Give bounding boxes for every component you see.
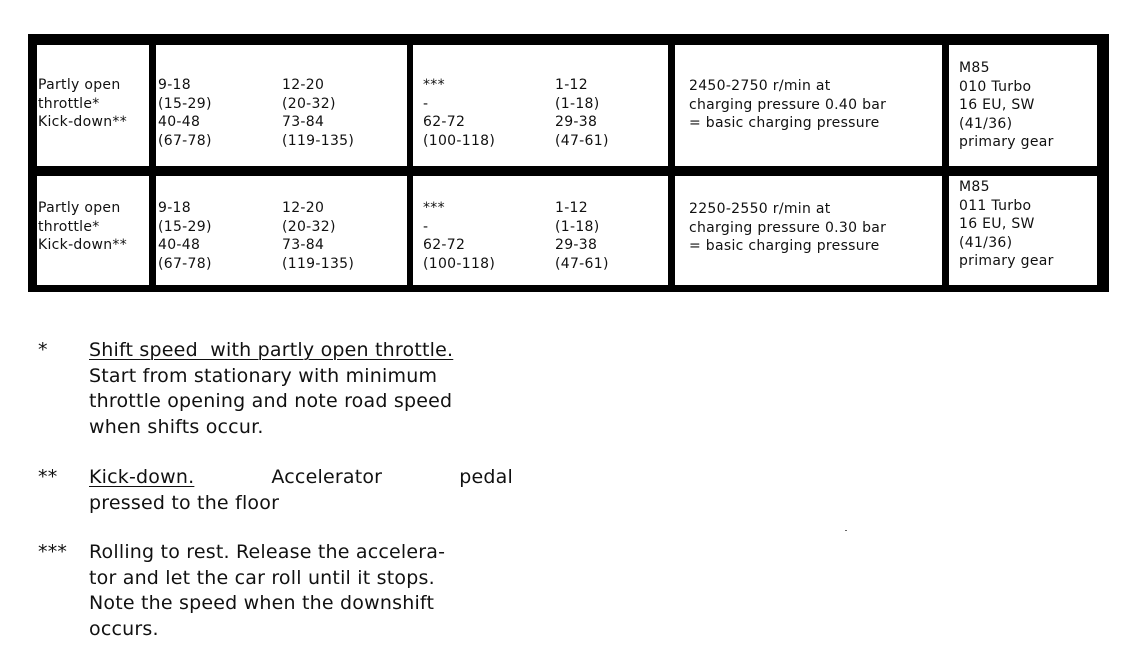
- model-line: 011 Turbo: [959, 197, 1032, 214]
- downshift-2-1-column: [555, 76, 665, 150]
- speed-value: 40-48: [158, 114, 201, 130]
- footnote-line: [89, 566, 513, 592]
- rpm-line: = basic charging pressure: [689, 115, 880, 131]
- condition-line: Partly open: [38, 77, 121, 93]
- model-line: 16 EU, SW: [959, 216, 1035, 232]
- footnote-line-text: Start from stationary with minimum: [89, 364, 438, 387]
- table-row: [28, 170, 1109, 292]
- rpm-line: charging pressure 0.40 bar: [689, 96, 887, 113]
- footnote-text: [89, 338, 513, 440]
- footnote-line-text: tor and let the car roll until it stops.: [89, 566, 435, 589]
- upshift-2-3-column: [282, 76, 402, 150]
- speed-value: (20-32): [282, 95, 336, 112]
- condition-cell: [37, 45, 149, 166]
- speed-value: 12-20: [282, 77, 325, 93]
- footnote-line-text: throttle opening and note road speed: [89, 390, 453, 412]
- speed-value: (47-61): [555, 255, 609, 272]
- speed-value: (15-29): [158, 218, 212, 235]
- speed-value: 62-72: [423, 114, 466, 130]
- footnote-title-text: Kick-down.: [89, 466, 195, 488]
- footnote-title: [89, 338, 513, 364]
- footnote-line: [89, 364, 513, 390]
- footnote-line-text: Note the speed when the downshift: [89, 592, 435, 614]
- downshift-3-2-column: [423, 199, 555, 273]
- speed-value: 29-38: [555, 114, 598, 130]
- speed-value: (47-61): [555, 132, 609, 149]
- condition-line: throttle*: [38, 95, 100, 112]
- speed-value: (1-18): [555, 218, 600, 235]
- speed-value: 73-84: [282, 114, 325, 130]
- speed-value: (1-18): [555, 95, 600, 112]
- shift-speed-table: [28, 34, 1109, 292]
- condition-line: throttle*: [38, 218, 100, 235]
- model-line: primary gear: [959, 253, 1054, 269]
- upshift-2-3-column: [282, 199, 402, 273]
- footnote-mark: *: [38, 339, 48, 361]
- model-line: M85: [959, 60, 990, 76]
- speed-value: 9-18: [158, 200, 191, 216]
- speed-value: ***: [423, 77, 445, 93]
- footnote-line: [89, 415, 513, 441]
- speed-value: (119-135): [282, 255, 355, 272]
- upshift-speed-cell: [156, 45, 407, 166]
- footnote-title-word: Accelerator: [271, 466, 383, 488]
- downshift-speed-cell: [413, 176, 668, 285]
- footnote-mark: **: [38, 466, 58, 488]
- footnote-line: [89, 491, 513, 517]
- footnote-title-word: pedal: [459, 466, 513, 488]
- footnote-mark: ***: [38, 541, 68, 563]
- downshift-speed-cell: [413, 45, 668, 166]
- speed-value: 73-84: [282, 237, 325, 253]
- speed-value: -: [423, 95, 429, 112]
- rpm-line: = basic charging pressure: [689, 238, 880, 254]
- footnote-line-text: when shifts occur.: [89, 415, 264, 438]
- condition-line: Partly open: [38, 200, 121, 216]
- model-line: M85: [959, 179, 990, 195]
- footnote-line-text: pressed to the floor: [89, 491, 280, 514]
- condition-line: Kick-down**: [38, 237, 128, 253]
- speed-value: 29-38: [555, 237, 598, 253]
- footnote-line: [89, 591, 513, 617]
- footnote-line: [89, 540, 513, 566]
- model-line: (41/36): [959, 115, 1013, 132]
- model-line: 16 EU, SW: [959, 97, 1035, 113]
- speed-value: -: [423, 218, 429, 235]
- speed-value: 62-72: [423, 237, 466, 253]
- rpm-cell: [675, 45, 942, 166]
- speed-value: (100-118): [423, 132, 496, 149]
- footnote-title: [89, 465, 513, 491]
- footnote-line: [89, 389, 513, 415]
- speed-value: 12-20: [282, 200, 325, 216]
- model-line: 010 Turbo: [959, 78, 1032, 95]
- footnote-line: [89, 617, 513, 643]
- rpm-cell: [675, 176, 942, 285]
- model-line: primary gear: [959, 134, 1054, 150]
- speed-value: ***: [423, 200, 445, 216]
- footnote-text: [89, 540, 513, 642]
- speed-value: 1-12: [555, 200, 588, 216]
- footnote-text: [89, 465, 513, 516]
- speed-value: (20-32): [282, 218, 336, 235]
- model-line: (41/36): [959, 234, 1013, 251]
- speed-value: (15-29): [158, 95, 212, 112]
- model-cell: [949, 176, 1097, 285]
- condition-line: Kick-down**: [38, 114, 128, 130]
- upshift-1-2-column: [158, 199, 282, 273]
- speed-value: (100-118): [423, 255, 496, 272]
- speed-value: 1-12: [555, 77, 588, 93]
- speed-value: 40-48: [158, 237, 201, 253]
- condition-cell: [37, 176, 149, 285]
- downshift-3-2-column: [423, 76, 555, 150]
- footnote-line-text: occurs.: [89, 617, 159, 640]
- rpm-line: charging pressure 0.30 bar: [689, 219, 887, 236]
- table-row: [28, 34, 1109, 170]
- speed-value: 9-18: [158, 77, 191, 93]
- upshift-speed-cell: [156, 176, 407, 285]
- model-cell: [949, 45, 1097, 166]
- speed-value: (67-78): [158, 255, 212, 272]
- downshift-2-1-column: [555, 199, 665, 273]
- footnote-line-text: Rolling to rest. Release the accelera-: [89, 541, 446, 563]
- upshift-1-2-column: [158, 76, 282, 150]
- footnote-title-text: Shift speed with partly open throttle.: [89, 339, 454, 361]
- speed-value: (67-78): [158, 132, 212, 149]
- scan-speck: [845, 530, 847, 531]
- speed-value: (119-135): [282, 132, 355, 149]
- rpm-line: 2250-2550 r/min at: [689, 201, 831, 217]
- rpm-line: 2450-2750 r/min at: [689, 78, 831, 94]
